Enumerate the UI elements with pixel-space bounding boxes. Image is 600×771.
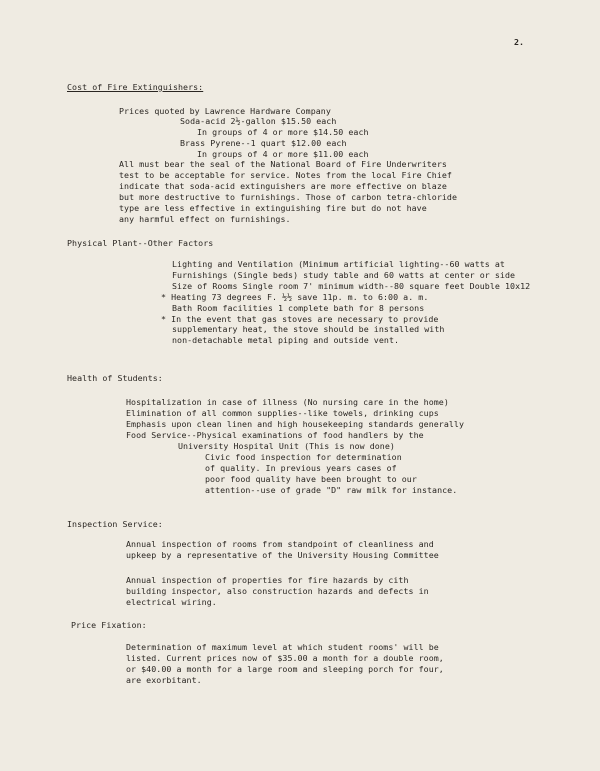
text-line: Bath Room facilities 1 complete bath for 8 persons — [172, 303, 425, 313]
text-line: attention--use of grade "D" raw milk for instance. — [205, 485, 458, 495]
text-line: Brass Pyrene--1 quart $12.00 each — [180, 138, 347, 148]
text-line: poor food quality have been brought to our — [205, 474, 417, 484]
text-line: Food Service--Physical examinations of food handlers by the — [126, 430, 424, 440]
text-line: In groups of 4 or more $14.50 each — [197, 127, 369, 137]
heading-price-fixation: Price Fixation: — [71, 620, 147, 630]
text-line: Size of Rooms Single room 7' minimum width--80 square feet Double 10x12 — [172, 281, 531, 291]
text-line: In groups of 4 or more $11.00 each — [197, 149, 369, 159]
text-line: All must bear the seal of the National Board of Fire Underwriters — [119, 159, 447, 169]
text-line: Hospitalization in case of illness (No nursing care in the home) — [126, 397, 449, 407]
text-line: test to be acceptable for service. Notes from the local Fire Chief — [119, 170, 452, 180]
text-line: * Heating 73 degrees F. ½½ save 11p. m. to 6:00 a. m. — [161, 292, 429, 302]
text-line: Lighting and Ventilation (Minimum artificial lighting--60 watts at — [172, 259, 505, 269]
text-line: any harmful effect on furnishings. — [119, 214, 291, 224]
text-line: supplementary heat, the stove should be installed with — [172, 324, 445, 334]
text-line: Annual inspection of properties for fire hazards by cith — [126, 575, 409, 585]
heading-fire-extinguishers: Cost of Fire Extinguishers: — [67, 82, 204, 92]
text-line: Civic food inspection for determination — [205, 452, 402, 462]
text-line: listed. Current prices now of $35.00 a month for a double room, — [126, 653, 444, 663]
text-line: building inspector, also construction hazards and defects in — [126, 586, 429, 596]
text-line: Prices quoted by Lawrence Hardware Company — [119, 106, 331, 116]
text-line: Determination of maximum level at which student rooms' will be — [126, 642, 439, 652]
text-line: but more destructive to furnishings. Those of carbon tetra-chloride — [119, 192, 458, 202]
text-line: Elimination of all common supplies--like towels, drinking cups — [126, 408, 439, 418]
text-line: Emphasis upon clean linen and high housekeeping standards generally — [126, 419, 465, 429]
text-line: Furnishings (Single beds) study table and 60 watts at center or side — [172, 270, 516, 280]
heading-physical-plant: Physical Plant--Other Factors — [67, 238, 214, 248]
text-line: * In the event that gas stoves are necessary to provide — [161, 314, 439, 324]
text-line: electrical wiring. — [126, 597, 217, 607]
text-line: Annual inspection of rooms from standpoint of cleanliness and — [126, 539, 434, 549]
text-line: or $40.00 a month for a large room and sleeping porch for four, — [126, 664, 444, 674]
text-line: indicate that soda-acid extinguishers are more effective on blaze — [119, 181, 447, 191]
text-line: non-detachable metal piping and outside vent. — [172, 335, 400, 345]
text-line: are exorbitant. — [126, 675, 202, 685]
text-line: University Hospital Unit (This is now done) — [178, 441, 395, 451]
text-line: type are less effective in extinguishing fire but do not have — [119, 203, 427, 213]
heading-inspection-service: Inspection Service: — [67, 519, 163, 529]
text-line: Soda-acid 2½-gallon $15.50 each — [180, 116, 337, 126]
text-line: upkeep by a representative of the University Housing Committee — [126, 550, 439, 560]
text-line: of quality. In previous years cases of — [205, 463, 397, 473]
heading-health-of-students: Health of Students: — [67, 373, 163, 383]
page-number: 2. — [514, 37, 525, 47]
